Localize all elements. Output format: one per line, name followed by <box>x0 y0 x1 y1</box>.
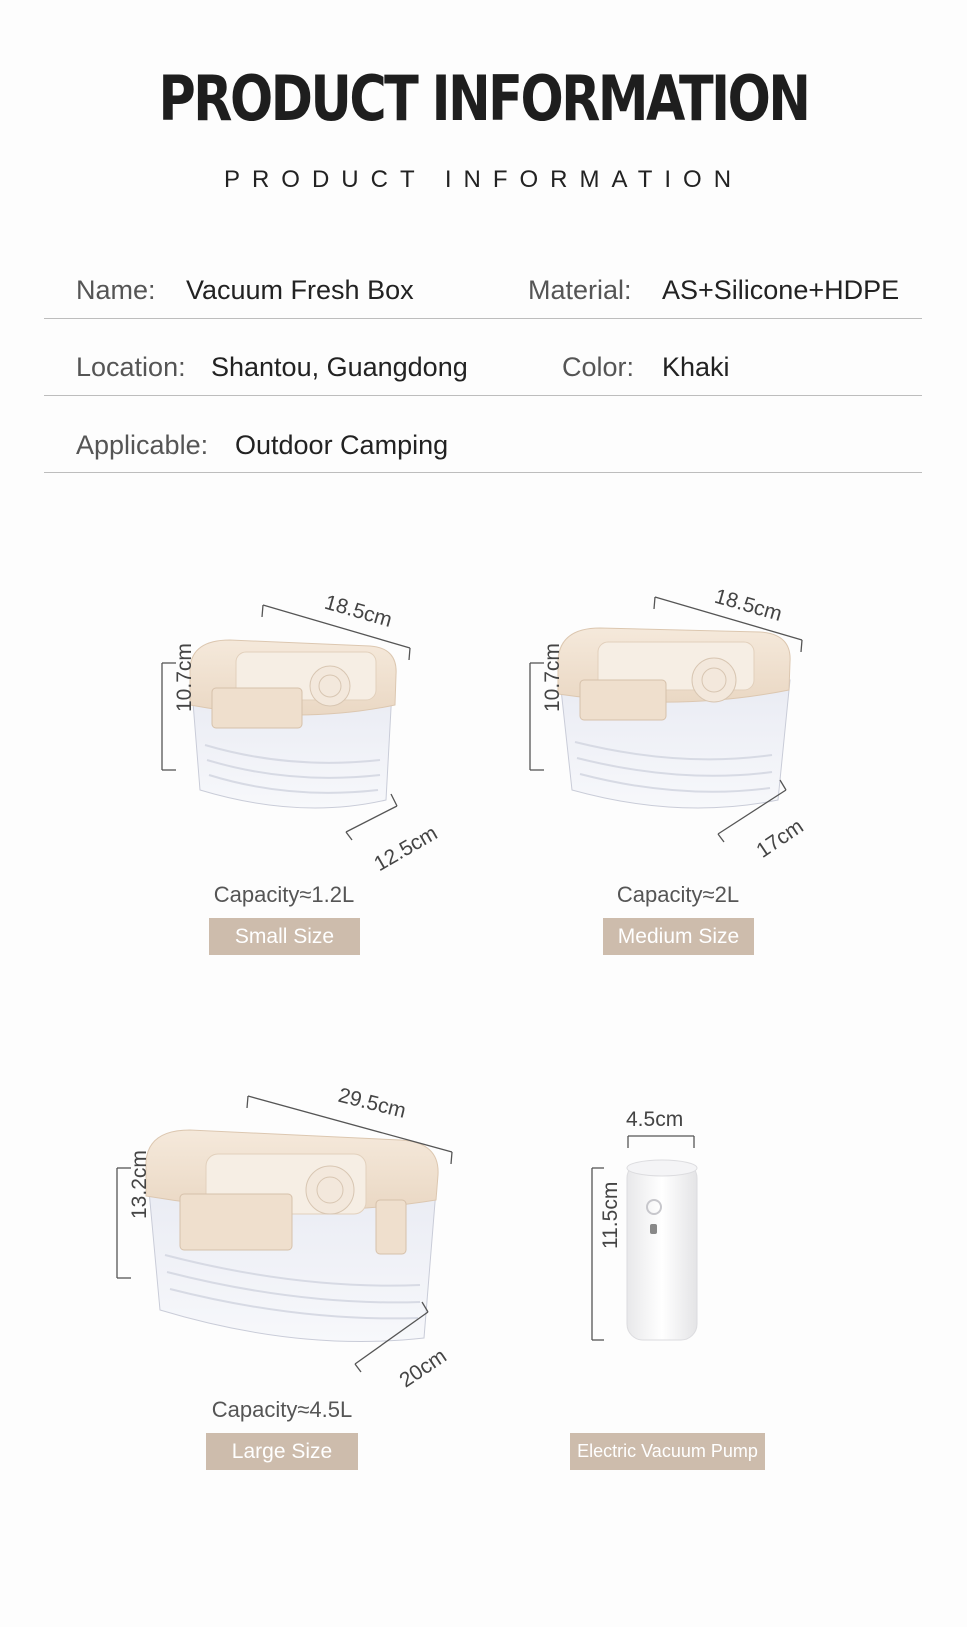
medium-size-tag: Medium Size <box>603 918 754 955</box>
large-height-label: 13.2cm <box>128 1150 151 1219</box>
material-label: Material: <box>528 275 632 305</box>
page-title: PRODUCT INFORMATION <box>158 62 809 135</box>
small-capacity: Capacity≈1.2L <box>213 882 355 907</box>
large-size-tag: Large Size <box>206 1433 358 1470</box>
medium-height-label: 10.7cm <box>541 643 564 712</box>
large-depth-label: 20cm <box>395 1344 451 1393</box>
large-box-image <box>146 1130 438 1342</box>
location-value: Shantou, Guangdong <box>211 352 468 382</box>
small-box-image <box>190 640 396 808</box>
name-value: Vacuum Fresh Box <box>186 275 414 305</box>
location-label: Location: <box>76 352 186 382</box>
pump-width-label: 4.5cm <box>626 1108 684 1131</box>
large-length-label: 29.5cm <box>335 1083 409 1123</box>
pump-tag: Electric Vacuum Pump <box>570 1433 765 1470</box>
medium-capacity: Capacity≈2L <box>616 882 740 907</box>
color-label: Color: <box>562 352 635 382</box>
small-depth-label: 12.5cm <box>370 821 442 876</box>
vacuum-pump-image <box>627 1160 697 1340</box>
medium-length-label: 18.5cm <box>712 584 785 626</box>
material-value: AS+Silicone+HDPE <box>662 275 900 305</box>
small-length-label: 18.5cm <box>322 590 395 632</box>
large-capacity: Capacity≈4.5L <box>211 1397 353 1422</box>
applicable-label: Applicable: <box>76 430 209 460</box>
name-label: Name: <box>76 275 156 305</box>
color-value: Khaki <box>662 352 730 382</box>
applicable-value: Outdoor Camping <box>235 430 449 460</box>
page-subtitle: PRODUCT INFORMATION <box>223 166 744 193</box>
small-size-tag: Small Size <box>209 918 360 955</box>
medium-depth-label: 17cm <box>752 814 808 863</box>
pump-height-label: 11.5cm <box>599 1181 622 1249</box>
medium-box-image <box>558 628 790 808</box>
small-height-label: 10.7cm <box>173 643 196 712</box>
